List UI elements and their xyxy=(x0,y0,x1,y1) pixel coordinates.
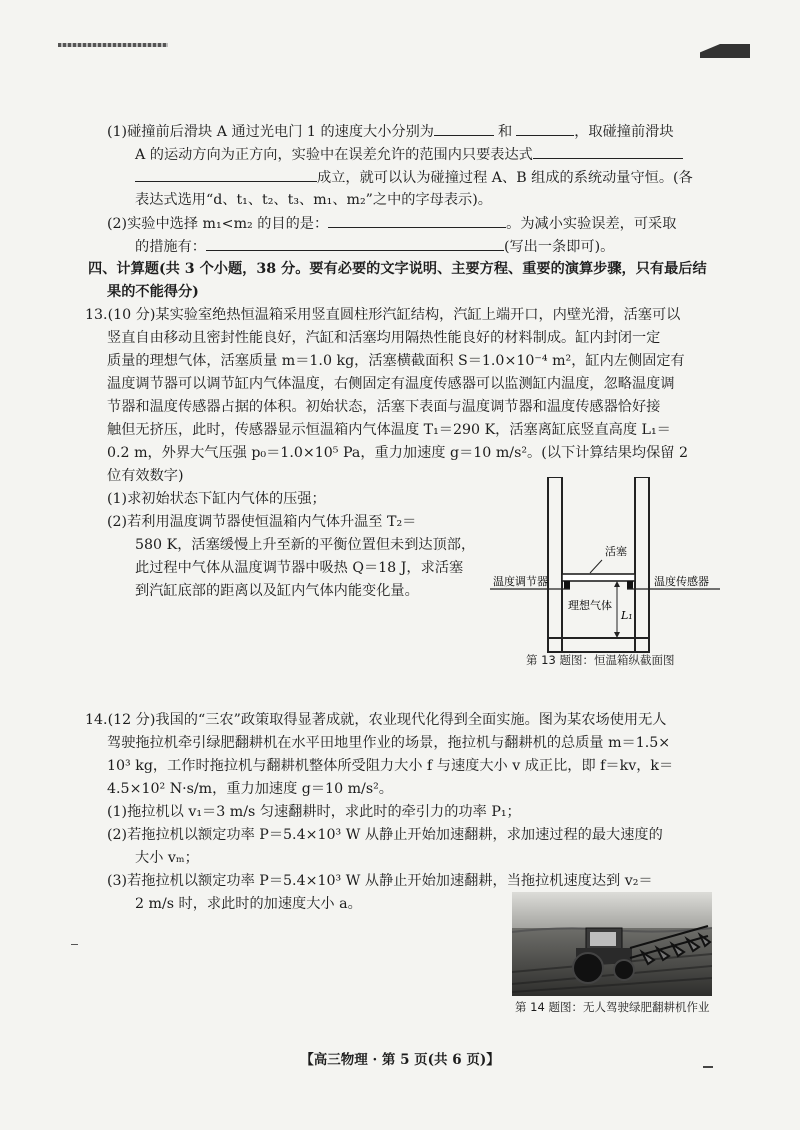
footer-mark xyxy=(703,1066,713,1068)
q12-part1-line4: 表达式选用“d、t₁、t₂、t₃、m₁、m₂”之中的字母表示)。 xyxy=(135,192,492,208)
q14-subq2-line1: (2)若拖拉机以额定功率 P＝5.4×10³ W 从静止开始加速翻耕，求加速过程的最大速度的 xyxy=(107,827,663,843)
q13-stem-line3: 质量的理想气体，活塞质量 m＝1.0 kg，活塞横截面积 S＝1.0×10⁻⁴ m²，缸内左侧固定有 xyxy=(107,353,685,369)
q12-part1-line2 xyxy=(135,143,683,166)
q12-part2-line2 xyxy=(135,235,614,258)
q12-text: 的措施有： xyxy=(135,239,206,255)
answer-blank[interactable] xyxy=(328,212,506,228)
q14-stem-line4: 4.5×10² N·s/m，重力加速度 g＝10 m/s²。 xyxy=(107,781,393,797)
q12-text: (写出一条即可)。 xyxy=(503,239,615,255)
q13-stem-line1: 13.(10 分)某实验室绝热恒温箱采用竖直圆柱形汽缸结构，汽缸上端开口，内壁光滑，活塞可以 xyxy=(85,307,681,323)
q14-subq2-line2: 大小 vₘ； xyxy=(135,850,199,866)
margin-mark xyxy=(71,944,78,945)
q12-text: 。为减小实验误差，可采取 xyxy=(506,216,677,232)
answer-blank[interactable] xyxy=(533,143,683,159)
q14-stem-line2: 驾驶拖拉机牵引绿肥翻耕机在水平田地里作业的场景，拖拉机与翻耕机的总质量 m＝1.5× xyxy=(107,735,671,751)
q13-stem-line5: 节器和温度传感器占据的体积。初始状态，活塞下表面与温度调节器和温度传感器恰好接 xyxy=(107,399,661,415)
q14-stem-line3: 10³ kg，工作时拖拉机与翻耕机整体所受阻力大小 f 与速度大小 v 成正比，即 f＝kv，k＝ xyxy=(107,758,674,774)
sensor-label: 温度传感器 xyxy=(654,575,709,588)
cylinder-bottom xyxy=(548,638,649,652)
q13-stem-line8: 位有效数字) xyxy=(107,468,184,484)
q12-part2-line1 xyxy=(107,212,676,235)
tractor-front-wheel xyxy=(614,960,634,980)
q12-text: ，取碰撞前滑块 xyxy=(574,124,674,140)
q12-text: A 的运动方向为正方向，实验中在误差允许的范围内只要表达式 xyxy=(135,147,533,163)
height-label: L₁ xyxy=(621,609,633,622)
cylinder-right-wall xyxy=(635,477,649,652)
q14-figure-caption: 第 14 题图：无人驾驶绿肥翻耕机作业 xyxy=(515,1000,710,1014)
q13-figure-caption: 第 13 题图：恒温箱纵截面图 xyxy=(526,653,675,667)
q12-text: (1)碰撞前后滑块 A 通过光电门 1 的速度大小分别为 xyxy=(107,124,434,140)
tractor-photo xyxy=(512,892,712,996)
q13-stem-line4: 温度调节器可以调节缸内气体温度，右侧固定有温度传感器可以监测缸内温度，忽略温度调 xyxy=(107,376,675,392)
q12-part1-line1 xyxy=(107,120,674,143)
q13-subq2-line4: 到汽缸底部的距离以及缸内气体内能变化量。 xyxy=(135,583,419,599)
piston-shape xyxy=(562,574,635,581)
q14-subq3-line1: (3)若拖拉机以额定功率 P＝5.4×10³ W 从静止开始加速翻耕，当拖拉机速度达到 v₂＝ xyxy=(107,873,653,889)
q13-stem-line7: 0.2 m，外界大气压强 p₀＝1.0×10⁵ Pa，重力加速度 g＝10 m/s²。(以下计算结果均保留 2 xyxy=(107,445,688,461)
answer-blank[interactable] xyxy=(135,166,317,182)
q12-part1-line3 xyxy=(135,166,693,189)
q13-subq2-line1: (2)若利用温度调节器使恒温箱内气体升温至 T₂＝ xyxy=(107,514,417,530)
temperature-sensor-block xyxy=(627,581,633,589)
q12-text: 和 xyxy=(497,124,513,140)
q12-text: 成立，就可以认为碰撞过程 A、B 组成的系统动量守恒。(各 xyxy=(317,170,693,186)
answer-blank[interactable] xyxy=(434,120,494,136)
gas-label: 理想气体 xyxy=(568,599,612,612)
q13-subq1: (1)求初始状态下缸内气体的压强； xyxy=(107,491,326,507)
regulator-label: 温度调节器 xyxy=(493,575,548,588)
q12-text: (2)实验中选择 m₁<m₂ 的目的是： xyxy=(107,216,329,232)
page-footer: 【高三物理 · 第 5 页(共 6 页)】 xyxy=(300,1052,500,1068)
cylinder-left-wall xyxy=(548,477,562,652)
height-arrow-top xyxy=(614,581,620,587)
answer-blank[interactable] xyxy=(206,235,504,251)
piston-label: 活塞 xyxy=(605,545,627,558)
q14-subq3-line2: 2 m/s 时，求此时的加速度大小 a。 xyxy=(135,896,362,912)
piston-label-arrow xyxy=(590,560,602,573)
tractor-window xyxy=(590,932,616,946)
q14-stem-line1: 14.(12 分)我国的“三农”政策取得显著成就，农业现代化得到全面实施。图为某农场使用无人 xyxy=(85,712,667,728)
q14-figure xyxy=(512,892,712,996)
q14-subq1: (1)拖拉机以 v₁＝3 m/s 匀速翻耕时，求此时的牵引力的功率 P₁； xyxy=(107,804,521,820)
section4-heading-line1: 四、计算题(共 3 个小题，38 分。要有必要的文字说明、主要方程、重要的演算步骤，只有最后结 xyxy=(88,261,707,277)
tractor-rear-wheel xyxy=(573,953,603,983)
cylinder-diagram xyxy=(490,477,720,672)
q13-figure xyxy=(490,477,720,672)
q13-stem-line2: 竖直自由移动且密封性能良好，汽缸和活塞均用隔热性能良好的材料制成。缸内封闭一定 xyxy=(107,330,661,346)
q13-stem-line6: 触但无挤压，此时，传感器显示恒温箱内气体温度 T₁＝290 K，活塞离缸底竖直高度 L₁＝ xyxy=(107,422,671,438)
section4-heading-line2: 果的不能得分) xyxy=(107,284,199,300)
q13-subq2-line3: 此过程中气体从温度调节器中吸热 Q＝18 J，求活塞 xyxy=(135,560,464,576)
q13-subq2-line2: 580 K，活塞缓慢上升至新的平衡位置但未到达顶部， xyxy=(135,537,476,553)
answer-blank[interactable] xyxy=(516,120,574,136)
temperature-regulator-block xyxy=(564,581,570,589)
